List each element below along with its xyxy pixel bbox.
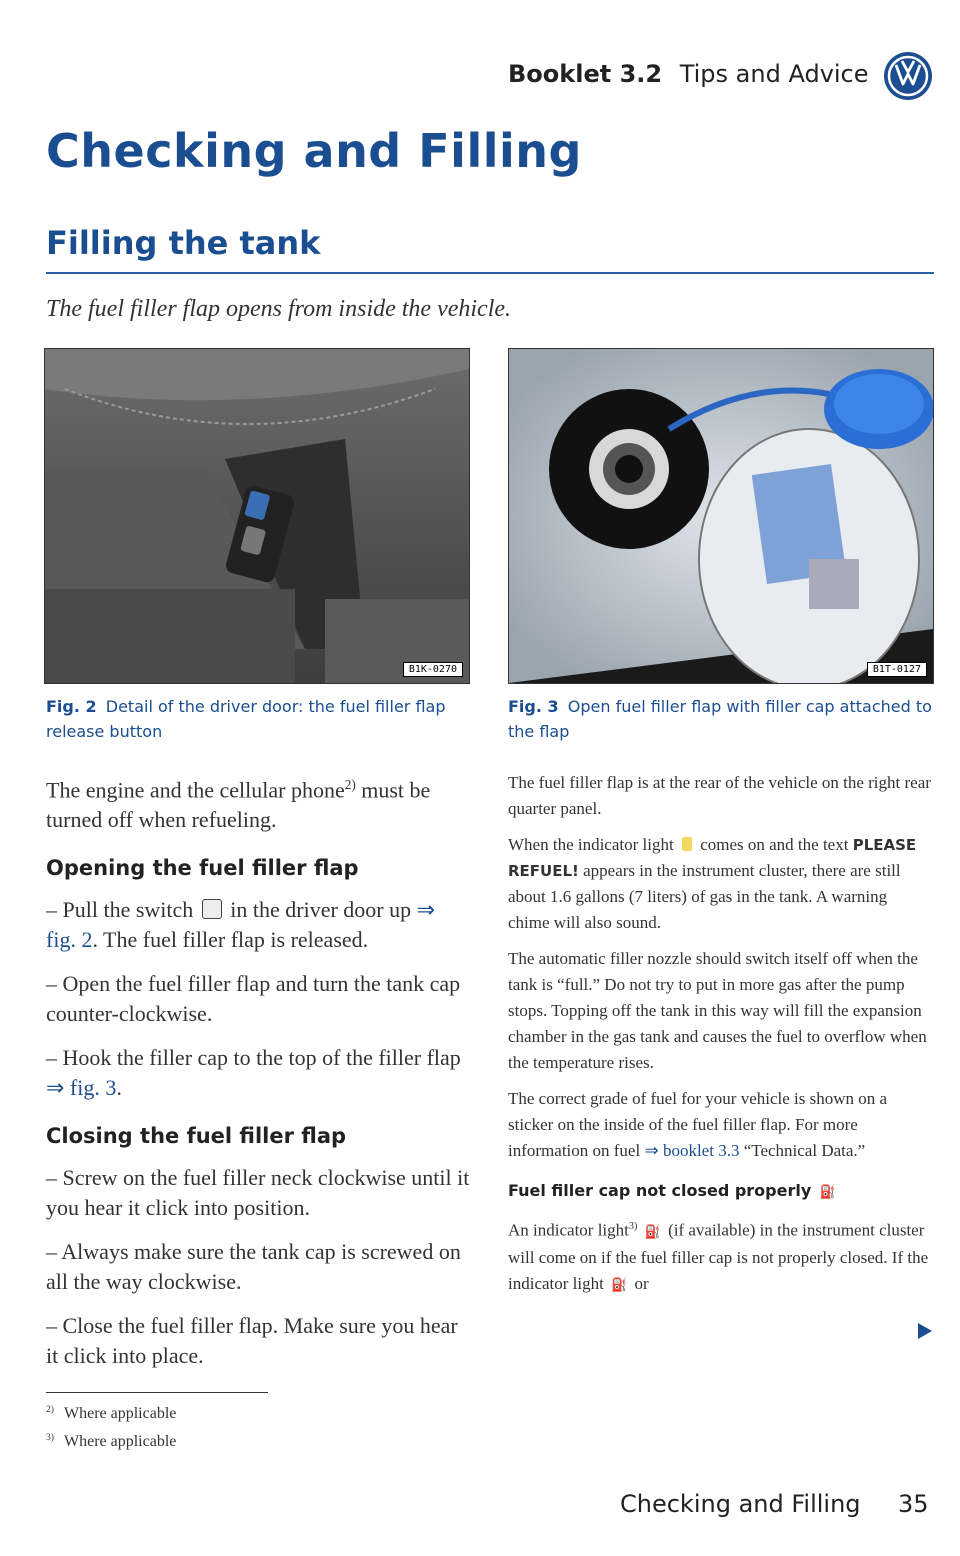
figure-3-caption bbox=[508, 694, 938, 744]
figure-3-caption-text: Open fuel filler flap with filler cap attached to the flap bbox=[508, 697, 932, 741]
footnote-rule bbox=[46, 1392, 268, 1393]
close-step-1: – Screw on the fuel filler neck clockwise until it you hear it click into position. bbox=[46, 1165, 470, 1221]
paragraph-flap-location: The fuel filler flap is at the rear of the vehicle on the right rear quarter panel. bbox=[508, 773, 931, 818]
paragraph-engine: The engine and the cellular phone$^{2)}$ must be turned off when refueling. bbox=[46, 777, 431, 833]
paragraph-cap-indicator: An indicator light$^{3)}$ ⛽ (if available) in the instrument cluster will come on if the fuel filler cap is not properly closed. If the indicator light ⛽ or bbox=[508, 1214, 932, 1298]
footnote-ref-3: 3) bbox=[628, 1221, 638, 1232]
footer-title: Checking and Filling bbox=[620, 1490, 861, 1518]
link-fig-2[interactable]: ⇒ fig. 2 bbox=[46, 897, 436, 953]
cap-heading: Fuel filler cap not closed properly ⛽ bbox=[508, 1178, 932, 1206]
section-title: Filling the tank bbox=[46, 224, 321, 262]
refuel-message: PLEASE REFUEL! bbox=[508, 836, 917, 880]
footnote-3: $^{3)}$ Where applicable bbox=[46, 1432, 177, 1451]
page-title: Checking and Filling bbox=[46, 124, 582, 178]
open-step-1: – Pull the switch in the driver door up ⇒ fig. 2. The fuel filler flap is released. bbox=[46, 897, 436, 953]
figure-2-caption bbox=[46, 694, 476, 744]
figure-2-tag: B1K-0270 bbox=[403, 662, 463, 677]
booklet-header bbox=[508, 60, 869, 88]
opening-heading: Opening the fuel filler flap bbox=[46, 856, 359, 881]
close-step-3: – Close the fuel filler flap. Make sure you hear it click into place. bbox=[46, 1313, 458, 1369]
continue-arrow-icon bbox=[918, 1323, 932, 1339]
figure-2-caption-text: Detail of the driver door: the fuel filler flap release button bbox=[46, 697, 446, 741]
figure-3-label: Fig. 3 bbox=[508, 697, 559, 716]
section-rule bbox=[46, 272, 934, 274]
figure-2-label: Fig. 2 bbox=[46, 697, 97, 716]
closing-heading: Closing the fuel filler flap bbox=[46, 1124, 347, 1149]
section-intro: The fuel filler flap opens from inside the vehicle. bbox=[46, 296, 512, 322]
open-step-2: – Open the fuel filler flap and turn the tank cap counter-clockwise. bbox=[46, 971, 461, 1027]
footnote-ref-2: 2) bbox=[344, 777, 356, 792]
fuel-cap-indicator-icon-2: ⛽ bbox=[611, 1276, 628, 1292]
fuel-flap-switch-icon bbox=[202, 899, 222, 919]
page-number: 35 bbox=[898, 1490, 929, 1518]
link-fig-3[interactable]: ⇒ fig. 3 bbox=[46, 1075, 117, 1101]
link-booklet-3-3[interactable]: ⇒ booklet 3.3 bbox=[644, 1141, 740, 1160]
paragraph-fuel-grade: The correct grade of fuel for your vehicle is shown on a sticker on the inside of the fuel filler flap. For more information on fuel ⇒ booklet 3.3 “Technical Data.” bbox=[508, 1089, 888, 1160]
left-column bbox=[46, 770, 470, 1371]
right-column bbox=[508, 770, 932, 1298]
figure-3-photo bbox=[508, 348, 934, 684]
booklet-section: Tips and Advice bbox=[679, 60, 869, 88]
open-step-3: – Hook the filler cap to the top of the filler flap ⇒ fig. 3. bbox=[46, 1045, 461, 1101]
fuel-indicator-icon bbox=[682, 837, 692, 851]
close-step-2: – Always make sure the tank cap is screwed on all the way clockwise. bbox=[46, 1239, 461, 1295]
paragraph-nozzle: The automatic filler nozzle should switch itself off when the tank is “full.” Do not try to put in more gas after the pump stops. Topping off the tank in this way will fill the expansion chamber in the gas tank and causes the fuel to overflow when the temperature rises. bbox=[508, 949, 927, 1072]
footnote-2: $^{2)}$ Where applicable bbox=[46, 1404, 177, 1423]
vw-logo-icon bbox=[882, 50, 934, 102]
fuel-cap-warning-icon: ⛽ bbox=[819, 1185, 837, 1200]
booklet-number: Booklet 3.2 bbox=[508, 60, 663, 88]
figure-2-photo bbox=[44, 348, 470, 684]
paragraph-refuel-warning: When the indicator light comes on and the text PLEASE REFUEL! appears in the instrument cluster, there are still about 1.6 gallons (7 liters) of gas in the tank. A warning chime will also sound. bbox=[508, 835, 917, 932]
fuel-cap-indicator-icon: ⛽ bbox=[644, 1223, 661, 1239]
figure-3-tag: B1T-0127 bbox=[867, 662, 927, 677]
